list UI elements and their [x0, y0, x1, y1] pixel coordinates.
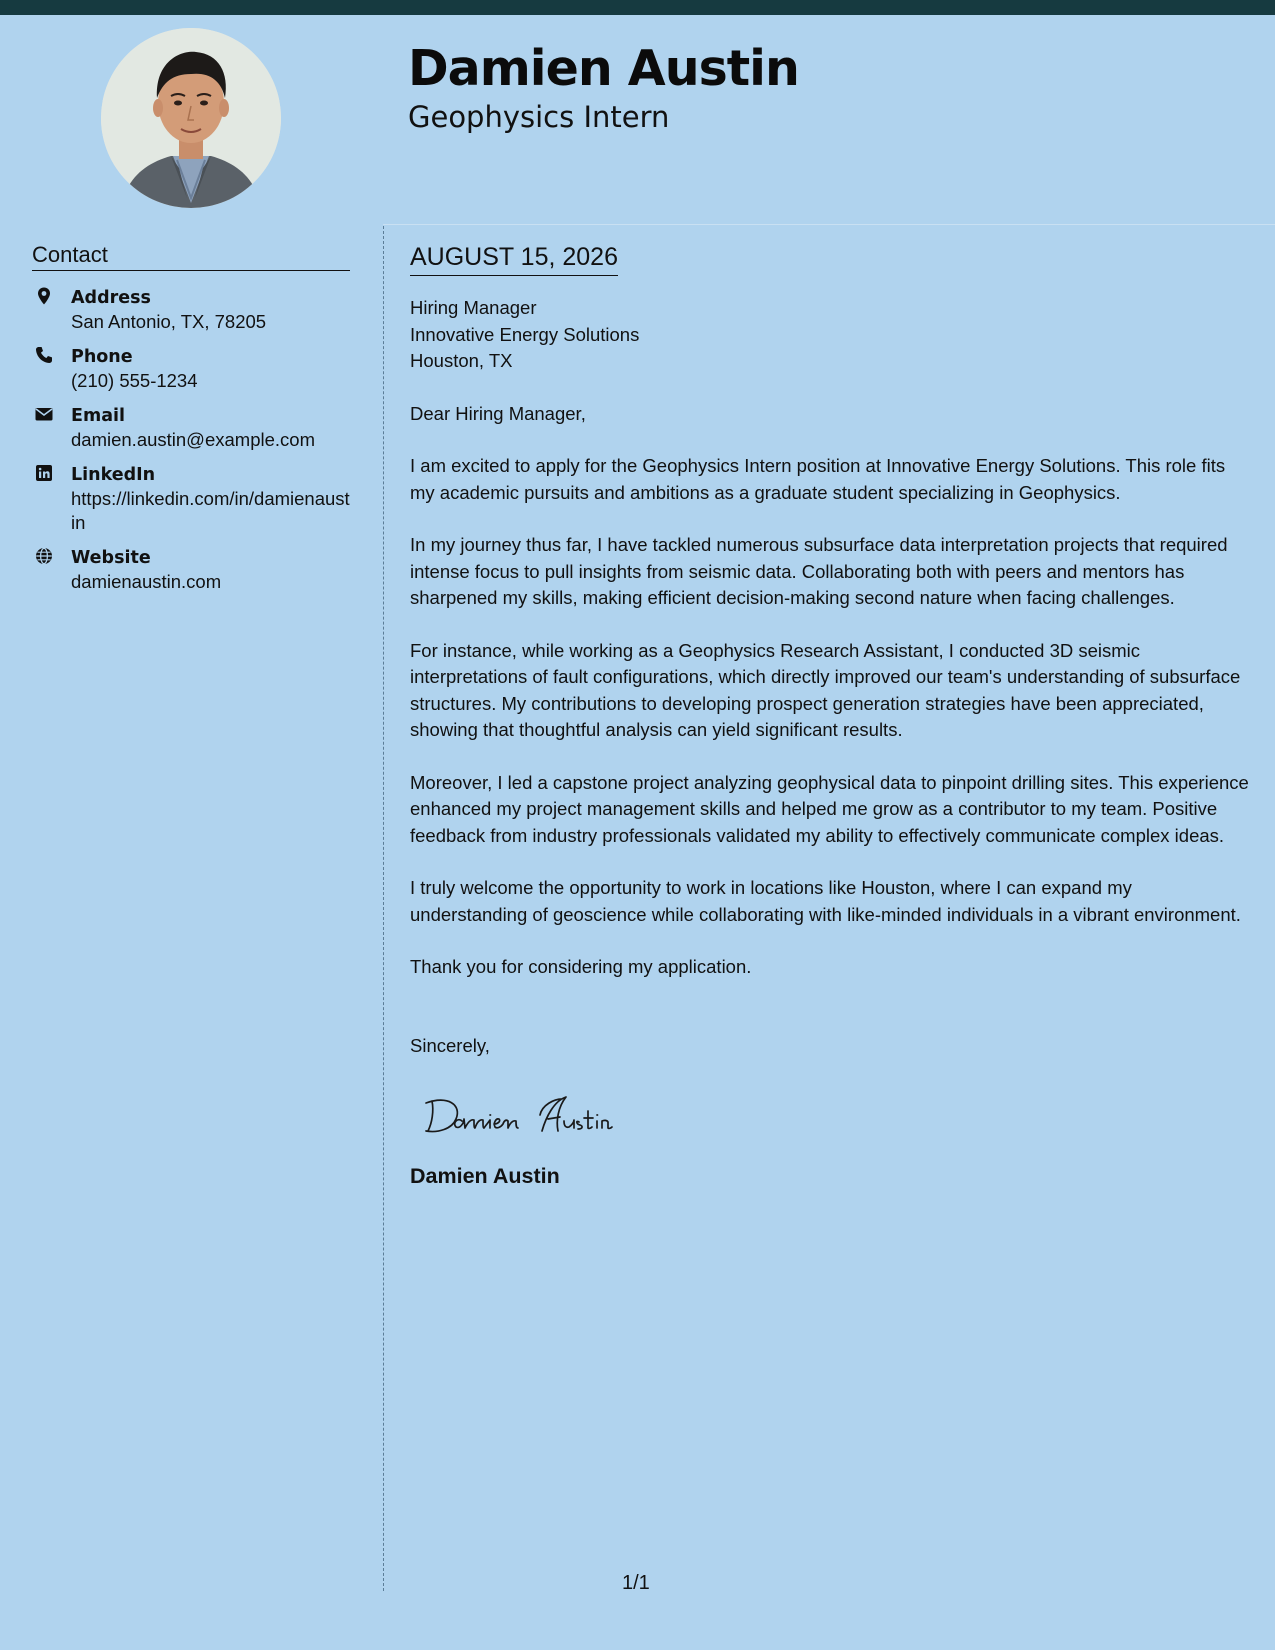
top-bar: [0, 0, 1275, 15]
profile-photo-illustration: [101, 28, 281, 208]
header-divider: [383, 224, 1275, 225]
salutation: Dear Hiring Manager,: [410, 402, 586, 424]
contact-label: Email: [71, 406, 125, 426]
phone-icon: [35, 346, 53, 364]
letter-body: [410, 240, 1250, 1191]
website-value[interactable]: damienaustin.com: [71, 571, 222, 592]
paragraph: I truly welcome the opportunity to work in locations like Houston, where I can expand my understanding of geoscience while collaborating with like-minded individuals in a vibrant environment.: [410, 877, 1241, 925]
map-pin-icon: [35, 287, 53, 305]
page-number: 1/1: [622, 1572, 650, 1594]
phone-value: (210) 555-1234: [71, 370, 198, 391]
contact-label: LinkedIn: [71, 465, 156, 485]
globe-icon: [35, 547, 53, 565]
envelope-icon: [35, 405, 53, 423]
letter-date: AUGUST 15, 2026: [410, 240, 618, 276]
email-value[interactable]: damien.austin@example.com: [71, 429, 315, 450]
linkedin-value[interactable]: https://linkedin.com/in/damienaustin: [71, 488, 350, 533]
recipient-company: Innovative Energy Solutions: [410, 323, 640, 345]
linkedin-icon: [35, 464, 53, 482]
paragraph: In my journey thus far, I have tackled numerous subsurface data interpretation projects that required intense focus to pull insights from seismic data. Collaborating both with peers and mentors has sharpened my skills, making efficient decision-making second nature when facing challenges.: [410, 534, 1228, 608]
contact-item-linkedin: [32, 463, 352, 535]
profile-photo: [101, 28, 281, 208]
applicant-name: Damien Austin: [408, 40, 799, 97]
paragraph: For instance, while working as a Geophysics Research Assistant, I conducted 3D seismic interpretations of fault configurations, which directly improved our team's understanding of subsurface structures. My contributions to developing prospect generation strategies have been appreciated, showing that thoughtful analysis can yield significant results.: [410, 639, 1241, 740]
recipient-name: Hiring Manager: [410, 297, 537, 318]
closing: Sincerely,: [410, 1034, 490, 1056]
recipient-location: Houston, TX: [410, 350, 513, 371]
contact-label: Phone: [71, 347, 133, 367]
paragraph: Thank you for considering my application.: [410, 956, 752, 977]
contact-list: [32, 286, 352, 605]
contact-heading: Contact: [32, 240, 350, 271]
contact-item-email: [32, 404, 352, 452]
column-divider: [383, 226, 384, 1591]
contact-item-address: [32, 286, 352, 334]
applicant-title: Geophysics Intern: [408, 100, 670, 134]
contact-item-phone: [32, 345, 352, 393]
address-value: San Antonio, TX, 78205: [71, 311, 267, 332]
contact-item-website: [32, 546, 352, 594]
signer-name: Damien Austin: [410, 1164, 560, 1188]
paragraph: I am excited to apply for the Geophysics Intern position at Innovative Energy Solutions. This role fits my academic pursuits and ambitions as a graduate student specializing in Geophysics.: [410, 455, 1226, 503]
contact-label: Website: [71, 548, 151, 568]
contact-label: Address: [71, 288, 151, 308]
recipient-block: [410, 295, 1250, 375]
paragraph: Moreover, I led a capstone project analyzing geophysical data to pinpoint drilling sites. This experience enhanced my project management skills and helped me grow as a contributor to my team. Positive feedback from industry professionals validated my ability to effectively communicate complex ideas.: [410, 771, 1249, 846]
handwritten-signature: [418, 1087, 668, 1143]
